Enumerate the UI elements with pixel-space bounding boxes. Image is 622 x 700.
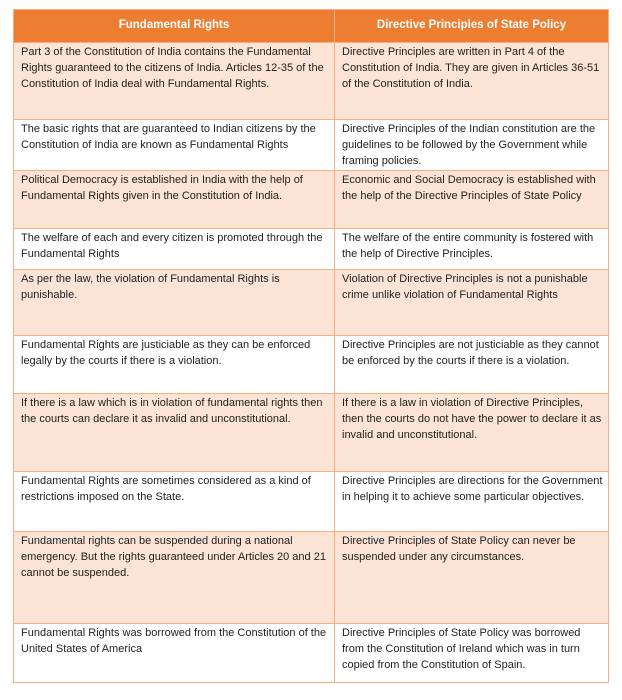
- directive-principles-cell: Directive Principles are not justiciable as they cannot be enforced by the courts if there is a violation.: [335, 336, 609, 394]
- fundamental-rights-cell: Fundamental Rights are sometimes considered as a kind of restrictions imposed on the State.: [14, 472, 335, 532]
- directive-principles-cell: Violation of Directive Principles is not a punishable crime unlike violation of Fundamental Rights: [335, 270, 609, 336]
- fundamental-rights-cell: Part 3 of the Constitution of India contains the Fundamental Rights guaranteed to the citizens of India. Articles 12-35 of the Constitution of India deal with Fundamental Rights.: [14, 43, 335, 120]
- table-row: [14, 229, 609, 270]
- fundamental-rights-cell: Fundamental rights can be suspended during a national emergency. But the rights guaranteed under Articles 20 and 21 cannot be suspended.: [14, 532, 335, 624]
- fundamental-rights-cell: As per the law, the violation of Fundamental Rights is punishable.: [14, 270, 335, 336]
- table-row: [14, 120, 609, 171]
- fundamental-rights-cell: Fundamental Rights was borrowed from the Constitution of the United States of America: [14, 624, 335, 683]
- comparison-table: [13, 9, 609, 683]
- directive-principles-cell: Directive Principles of the Indian constitution are the guidelines to be followed by the Government while framing policies.: [335, 120, 609, 171]
- header-fundamental-rights: Fundamental Rights: [14, 10, 335, 43]
- fundamental-rights-cell: Political Democracy is established in India with the help of Fundamental Rights given in the Constitution of India.: [14, 171, 335, 229]
- directive-principles-cell: Directive Principles of State Policy was borrowed from the Constitution of Ireland which was in turn copied from the Constitution of Spain.: [335, 624, 609, 683]
- table-row: [14, 624, 609, 683]
- directive-principles-cell: Directive Principles are directions for the Government in helping it to achieve some particular objectives.: [335, 472, 609, 532]
- table-row: [14, 270, 609, 336]
- directive-principles-cell: Directive Principles are written in Part 4 of the Constitution of India. They are given in Articles 36-51 of the Constitution of India.: [335, 43, 609, 120]
- table-row: [14, 336, 609, 394]
- directive-principles-cell: Directive Principles of State Policy can never be suspended under any circumstances.: [335, 532, 609, 624]
- header-directive-principles: Directive Principles of State Policy: [335, 10, 609, 43]
- directive-principles-cell: Economic and Social Democracy is established with the help of the Directive Principles of State Policy: [335, 171, 609, 229]
- table-row: [14, 532, 609, 624]
- table-row: [14, 394, 609, 472]
- fundamental-rights-cell: The basic rights that are guaranteed to Indian citizens by the Constitution of India are known as Fundamental Rights: [14, 120, 335, 171]
- directive-principles-cell: The welfare of the entire community is fostered with the help of Directive Principles.: [335, 229, 609, 270]
- header-row: [14, 10, 609, 43]
- fundamental-rights-cell: Fundamental Rights are justiciable as they can be enforced legally by the courts if there is a violation.: [14, 336, 335, 394]
- fundamental-rights-cell: The welfare of each and every citizen is promoted through the Fundamental Rights: [14, 229, 335, 270]
- table-row: [14, 472, 609, 532]
- table-row: [14, 171, 609, 229]
- fundamental-rights-cell: If there is a law which is in violation of fundamental rights then the courts can declare it as invalid and unconstitutional.: [14, 394, 335, 472]
- directive-principles-cell: If there is a law in violation of Directive Principles, then the courts do not have the power to declare it as invalid and unconstitutional.: [335, 394, 609, 472]
- table-row: [14, 43, 609, 120]
